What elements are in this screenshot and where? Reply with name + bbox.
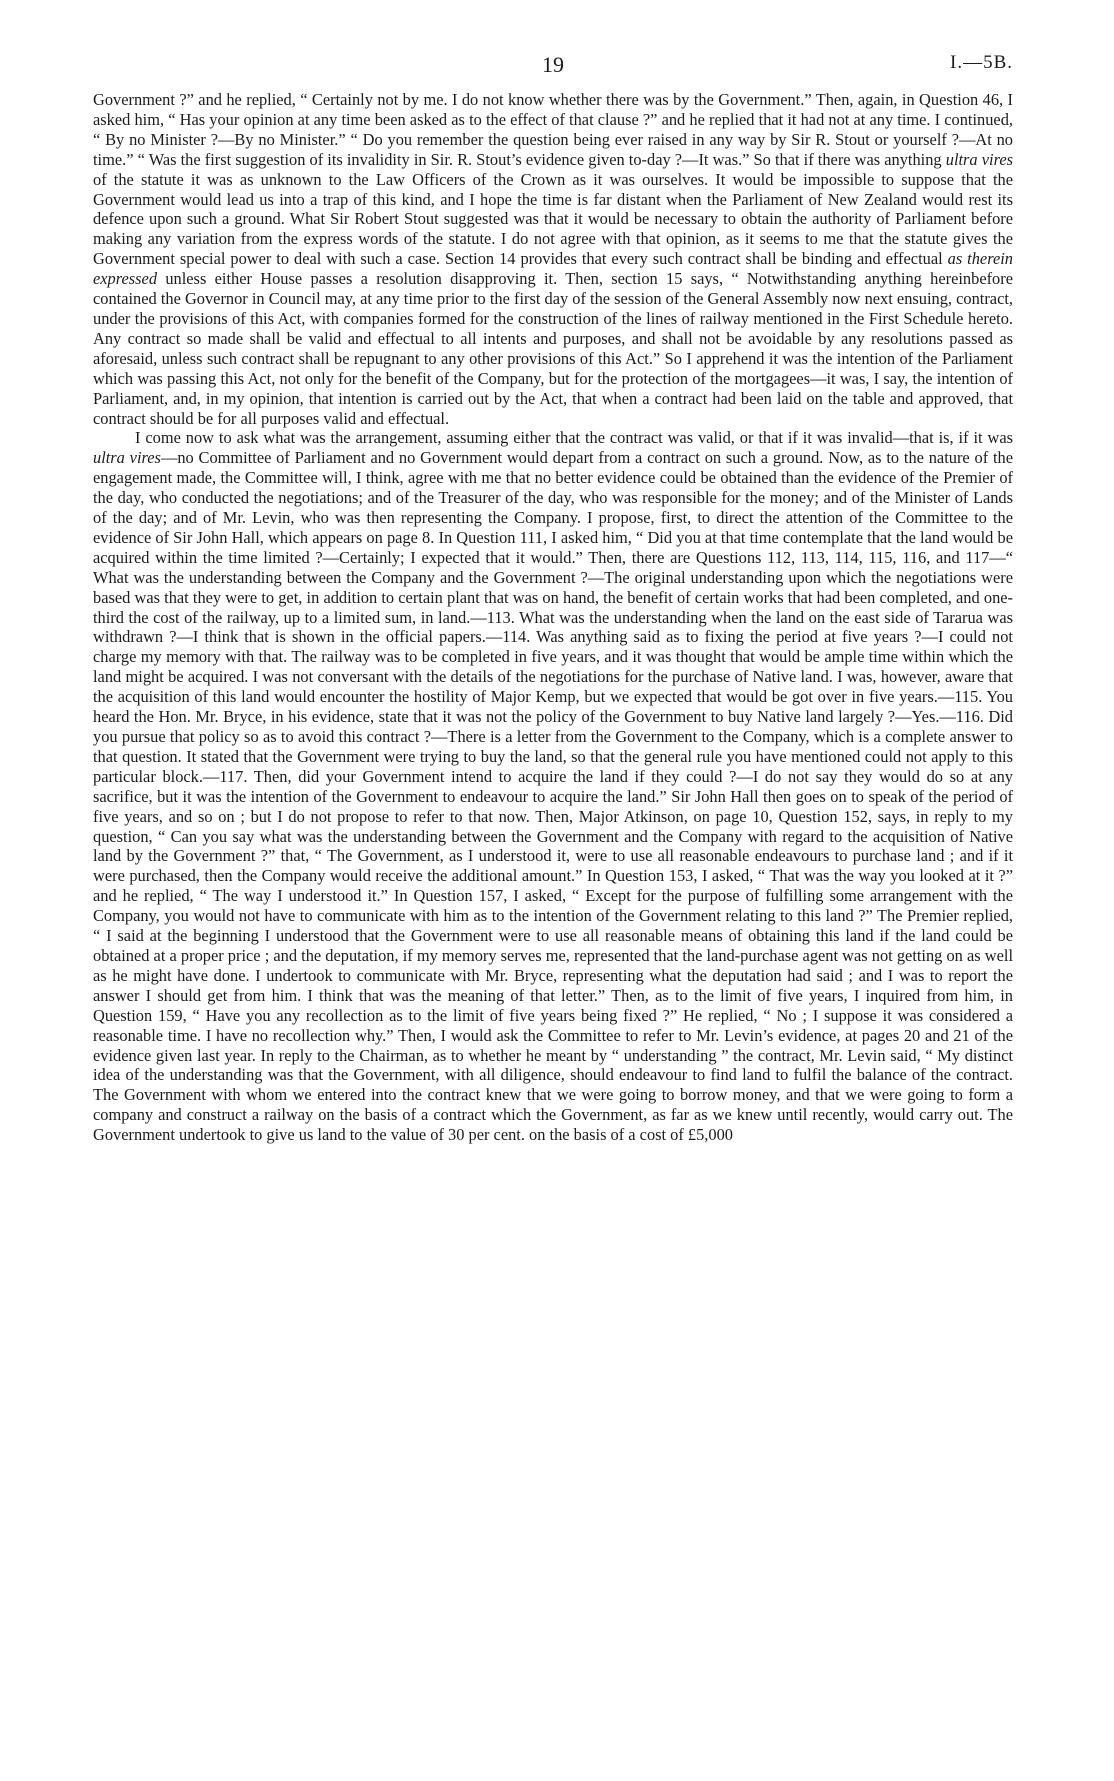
document-page [93,52,1013,1145]
paragraph-text: of the statute it was as unknown to the Law Officers of the Crown as it was ourselves. It would be impossible to suppose that the Government would lead us into a trap of this kind, and I hope the time is far distant when the Parliament of New Zealand would rest its defence upon such a ground. What Sir Robert Stout suggested was that it would be necessary to obtain the authority of Parliament before making any variation from the express words of the statute. I do not agree with that opinion, as it seems to me that the statute gives the Government special power to deal with such a case. Section 14 provides that every such contract shall be binding and effectual [93,169,1013,269]
italic-text: ultra vires [93,448,161,468]
paragraph [93,90,1013,428]
document-reference: I.—5B. [950,52,1013,73]
italic-text: as therein expressed [93,249,1013,289]
paragraph-text: Government ?” and he replied, “ Certainly not by me. I do not know whether there was by the Government.” Then, again, in Question 46, I asked him, “ Has your opinion at any time been asked as to the effect of that clause ?” and he replied that it had not at any time. I continued, “ By no Minister ?—By no Minister.” “ Do you remember the question being ever raised in any way by Sir R. Stout or yourself ?—At no time.” “ Was the first suggestion of its invalidity in Sir. R. Stout’s evidence given to-day ?—It was.” So that if there was anything [93,90,1013,169]
italic-text: ultra vires [945,149,1013,169]
body-text [93,90,1013,1145]
paragraph-text: —no Committee of Parliament and no Government would depart from a contract on such a ground. Now, as to the nature of the engagement made, the Committee will, I think, agree with me that no better evidence could be obtained than the evidence of the Premier of the day, who conducted the negotiations; and of the Treasurer of the day, who was responsible for the money; and of the Minister of Lands of the day; and of Mr. Levin, who was then representing the Company. I propose, first, to direct the attention of the Committee to the evidence of Sir John Hall, which appears on page 8. In Question 111, I asked him, “ Did you at that time contemplate that the land would be acquired within the time limited ?—Certainly; I expected that it would.” Then, there are Questions 112, 113, 114, 115, 116, and 117—“ What was the understanding between the Company and the Government ?—The original understanding upon which the negotiations were based was that they were to get, in addition to certain plant that was on hand, the benefit of certain works that had been completed, and one-third the cost of the railway, up to a limited sum, in land.—113. What was the understanding when the land on the east side of Tararua was withdrawn ?—I think that is shown in the official papers.—114. Was anything said as to fixing the period at five years ?—I could not charge my memory with that. The railway was to be completed in five years, and it was thought that would be ample time within which the land might be acquired. I was not conversant with the details of the negotiations for the purchase of Native land. I was, however, aware that the acquisition of this land would encounter the hostility of Major Kemp, but we expected that would be got over in five years.—115. You heard the Hon. Mr. Bryce, in his evidence, state that it was not the policy of the Government to buy Native land largely ?—Yes.—116. Did you pursue that policy so as to avoid this contract ?—There is a letter from the Government to the Company, which is a complete answer to that question. It stated that the Government were trying to buy the land, so that the general rule you have mentioned could not apply to this particular block.—117. Then, did your Government intend to acquire the land if they could ?—I do not say they would do so at any sacrifice, but it was the intention of the Government to endeavour to acquire the land.” Sir John Hall then goes on to speak of the period of five years, and so on ; but I do not propose to refer to that now. Then, Major Atkinson, on page 10, Question 152, says, in reply to my question, “ Can you say what was the understanding between the Government and the Company with regard to the acquisition of Native land by the Government ?” that, “ The Government, as I understood it, were to use all reasonable endeavours to purchase land ; and if it were purchased, then the Company would receive the additional amount.” In Question 153, I asked, “ That was the way you looked at it ?” and he replied, “ The way I understood it.” In Question 157, I asked, “ Except for the purpose of fulfilling some arrangement with the Company, you would not have to communicate with him as to the intention of the Government relating to this land ?” The Premier replied, “ I said at the beginning I understood that the Government were to use all reasonable means of obtaining this land if the land could be obtained at a proper price ; and the deputation, if my memory serves me, represented that the land-purchase agent was not getting on as well as he might have done. I undertook to communicate with Mr. Bryce, representing what the deputation had said ; and I was to report the answer I should get from him. I think that was the meaning of that letter.” Then, as to the limit of five years, I inquired from him, in Question 159, “ Have you any recollection as to the limit of five years being fixed ?” He replied, “ No ; I suppose it was considered a reasonable time. I have no recollection why.” Then, I would ask the Committee to refer to Mr. Levin’s evidence, at pages 20 and 21 of the evidence given last year. In reply to the Chairman, as to whether he meant by “ understanding ” the contract, Mr. Levin said, “ My distinct idea of the understanding was that the Government, with all diligence, should endeavour to find land to fulfil the balance of the contract. The Government with whom we entered into the contract knew that we were going to borrow money, and that we were going to form a company and construct a railway on the basis of a contract which the Government, as far as we knew until recently, would carry out. The Government undertook to give us land to the value of 30 per cent. on the basis of a cost of £5,000 [93,448,1013,1145]
page-number: 19 [542,52,564,77]
page-header [93,52,1013,88]
paragraph [93,428,1013,1145]
paragraph-text: I come now to ask what was the arrangement, assuming either that the contract was valid, or that if it was invalid—that is, if it was [135,428,1013,448]
paragraph-text: unless either House passes a resolution disapproving it. Then, section 15 says, “ Notwithstanding anything hereinbefore contained the Governor in Council may, at any time prior to the first day of the session of the General Assembly now next ensuing, contract, under the provisions of this Act, with companies formed for the construction of the lines of railway mentioned in the First Schedule hereto. Any contract so made shall be valid and effectual to all intents and purposes, and shall not be avoidable by any resolutions passed as aforesaid, unless such contract shall be repugnant to any other provisions of this Act.” So I apprehend it was the intention of the Parliament which was passing this Act, not only for the benefit of the Company, but for the protection of the mortgagees—it was, I say, the intention of Parliament, and, in my opinion, that intention is carried out by the Act, that when a contract had been laid on the table and approved, that contract should be for all purposes valid and effectual. [93,269,1013,428]
